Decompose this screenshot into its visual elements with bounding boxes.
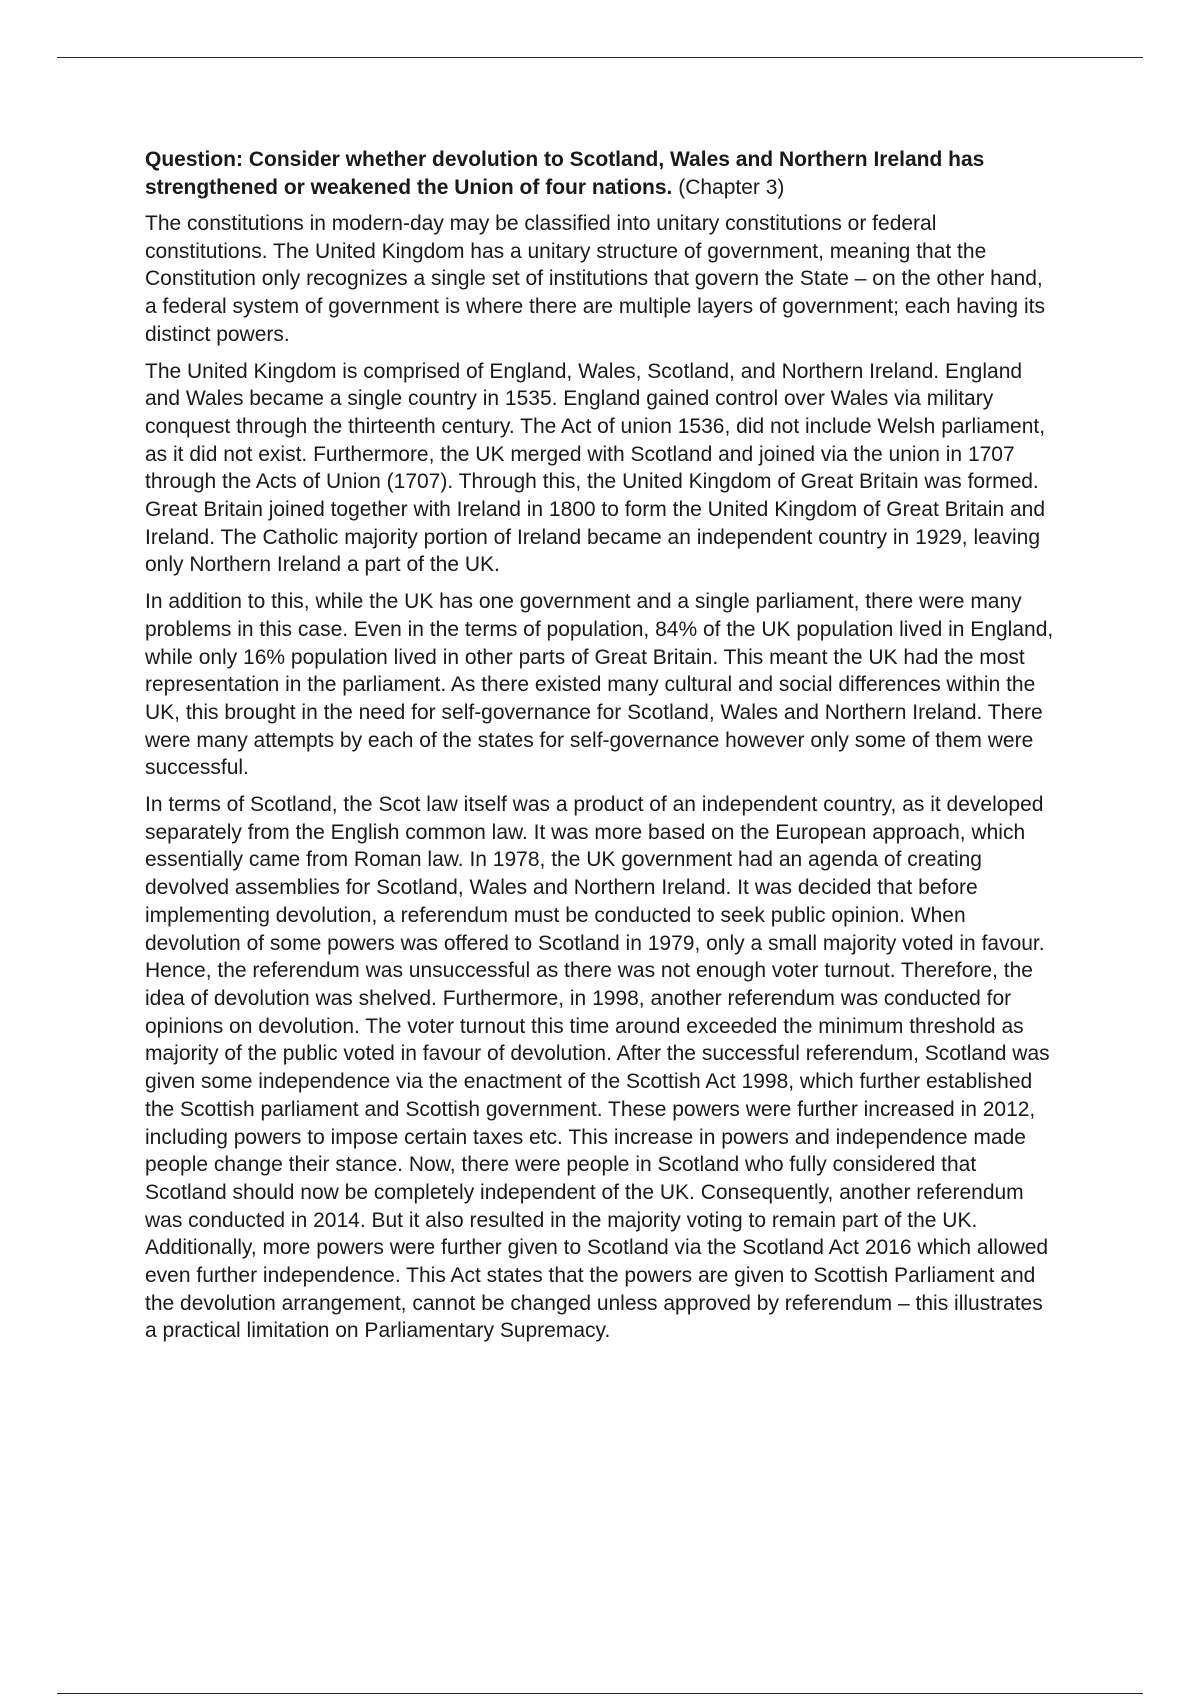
chapter-reference: (Chapter 3) bbox=[672, 175, 785, 199]
paragraph-self-governance: In addition to this, while the UK has one government and a single parliament, there were many problems in this case. Even in the terms of population, 84% of the UK population lived in England, while only 16% population lived in other parts of Great Britain. This meant the UK had the most representation in the parliament. As there existed many cultural and social differences within the UK, this brought in the need for self-governance for Scotland, Wales and Northern Ireland. There were many attempts by each of the states for self-governance however only some of them were successful. bbox=[145, 590, 1054, 780]
header-rule bbox=[57, 57, 1143, 58]
paragraph-constitutions: The constitutions in modern-day may be classified into unitary constitutions or federal constitutions. The United Kingdom has a unitary structure of government, meaning that the Constitution only recognizes a single set of institutions that govern the State – on the other hand, a federal system of government is where there are multiple layers of government; each having its distinct powers. bbox=[145, 212, 1045, 346]
paragraph-uk-history: The United Kingdom is comprised of England, Wales, Scotland, and Northern Ireland. England and Wales became a single country in 1535. England gained control over Wales via military conquest through the thirteenth century. The Act of union 1536, did not include Welsh parliament, as it did not exist. Furthermore, the UK merged with Scotland and joined via the union in 1707 through the Acts of Union (1707). Through this, the United Kingdom of Great Britain was formed. Great Britain joined together with Ireland in 1800 to form the United Kingdom of Great Britain and Ireland. The Catholic majority portion of Ireland became an independent country in 1929, leaving only Northern Ireland a part of the UK. bbox=[145, 359, 1046, 577]
footer-rule bbox=[57, 1693, 1143, 1694]
question-text: Question: Consider whether devolution to Scotland, Wales and Northern Ireland has strengthened or weakened the Union of four nations. bbox=[145, 148, 985, 199]
paragraph-scotland: In terms of Scotland, the Scot law itself was a product of an independent country, as it developed separately from the English common law. It was more based on the European approach, which essentially came from Roman law. In 1978, the UK government had an agenda of creating devolved assemblies for Scotland, Wales and Northern Ireland. It was decided that before implementing devolution, a referendum must be conducted to seek public opinion. When devolution of some powers was offered to Scotland in 1979, only a small majority voted in favour. Hence, the referendum was unsuccessful as there was not enough voter turnout. Therefore, the idea of devolution was shelved. Furthermore, in 1998, another referendum was conducted for opinions on devolution. The voter turnout this time around exceeded the minimum threshold as majority of the public voted in favour of devolution. After the successful referendum, Scotland was given some independence via the enactment of the Scottish Act 1998, which further established the Scottish parliament and Scottish government. These powers were further increased in 2012, including powers to impose certain taxes etc. This increase in powers and independence made people change their stance. Now, there were people in Scotland who fully considered that Scotland should now be completely independent of the UK. Consequently, another referendum was conducted in 2014. But it also resulted in the majority voting to remain part of the UK. Additionally, more powers were further given to Scotland via the Scotland Act 2016 which allowed even further independence. This Act states that the powers are given to Scottish Parliament and the devolution arrangement, cannot be changed unless approved by referendum – this illustrates a practical limitation on Parliamentary Supremacy. bbox=[145, 793, 1050, 1343]
question-heading bbox=[145, 146, 1055, 201]
document-body bbox=[145, 146, 1055, 1354]
